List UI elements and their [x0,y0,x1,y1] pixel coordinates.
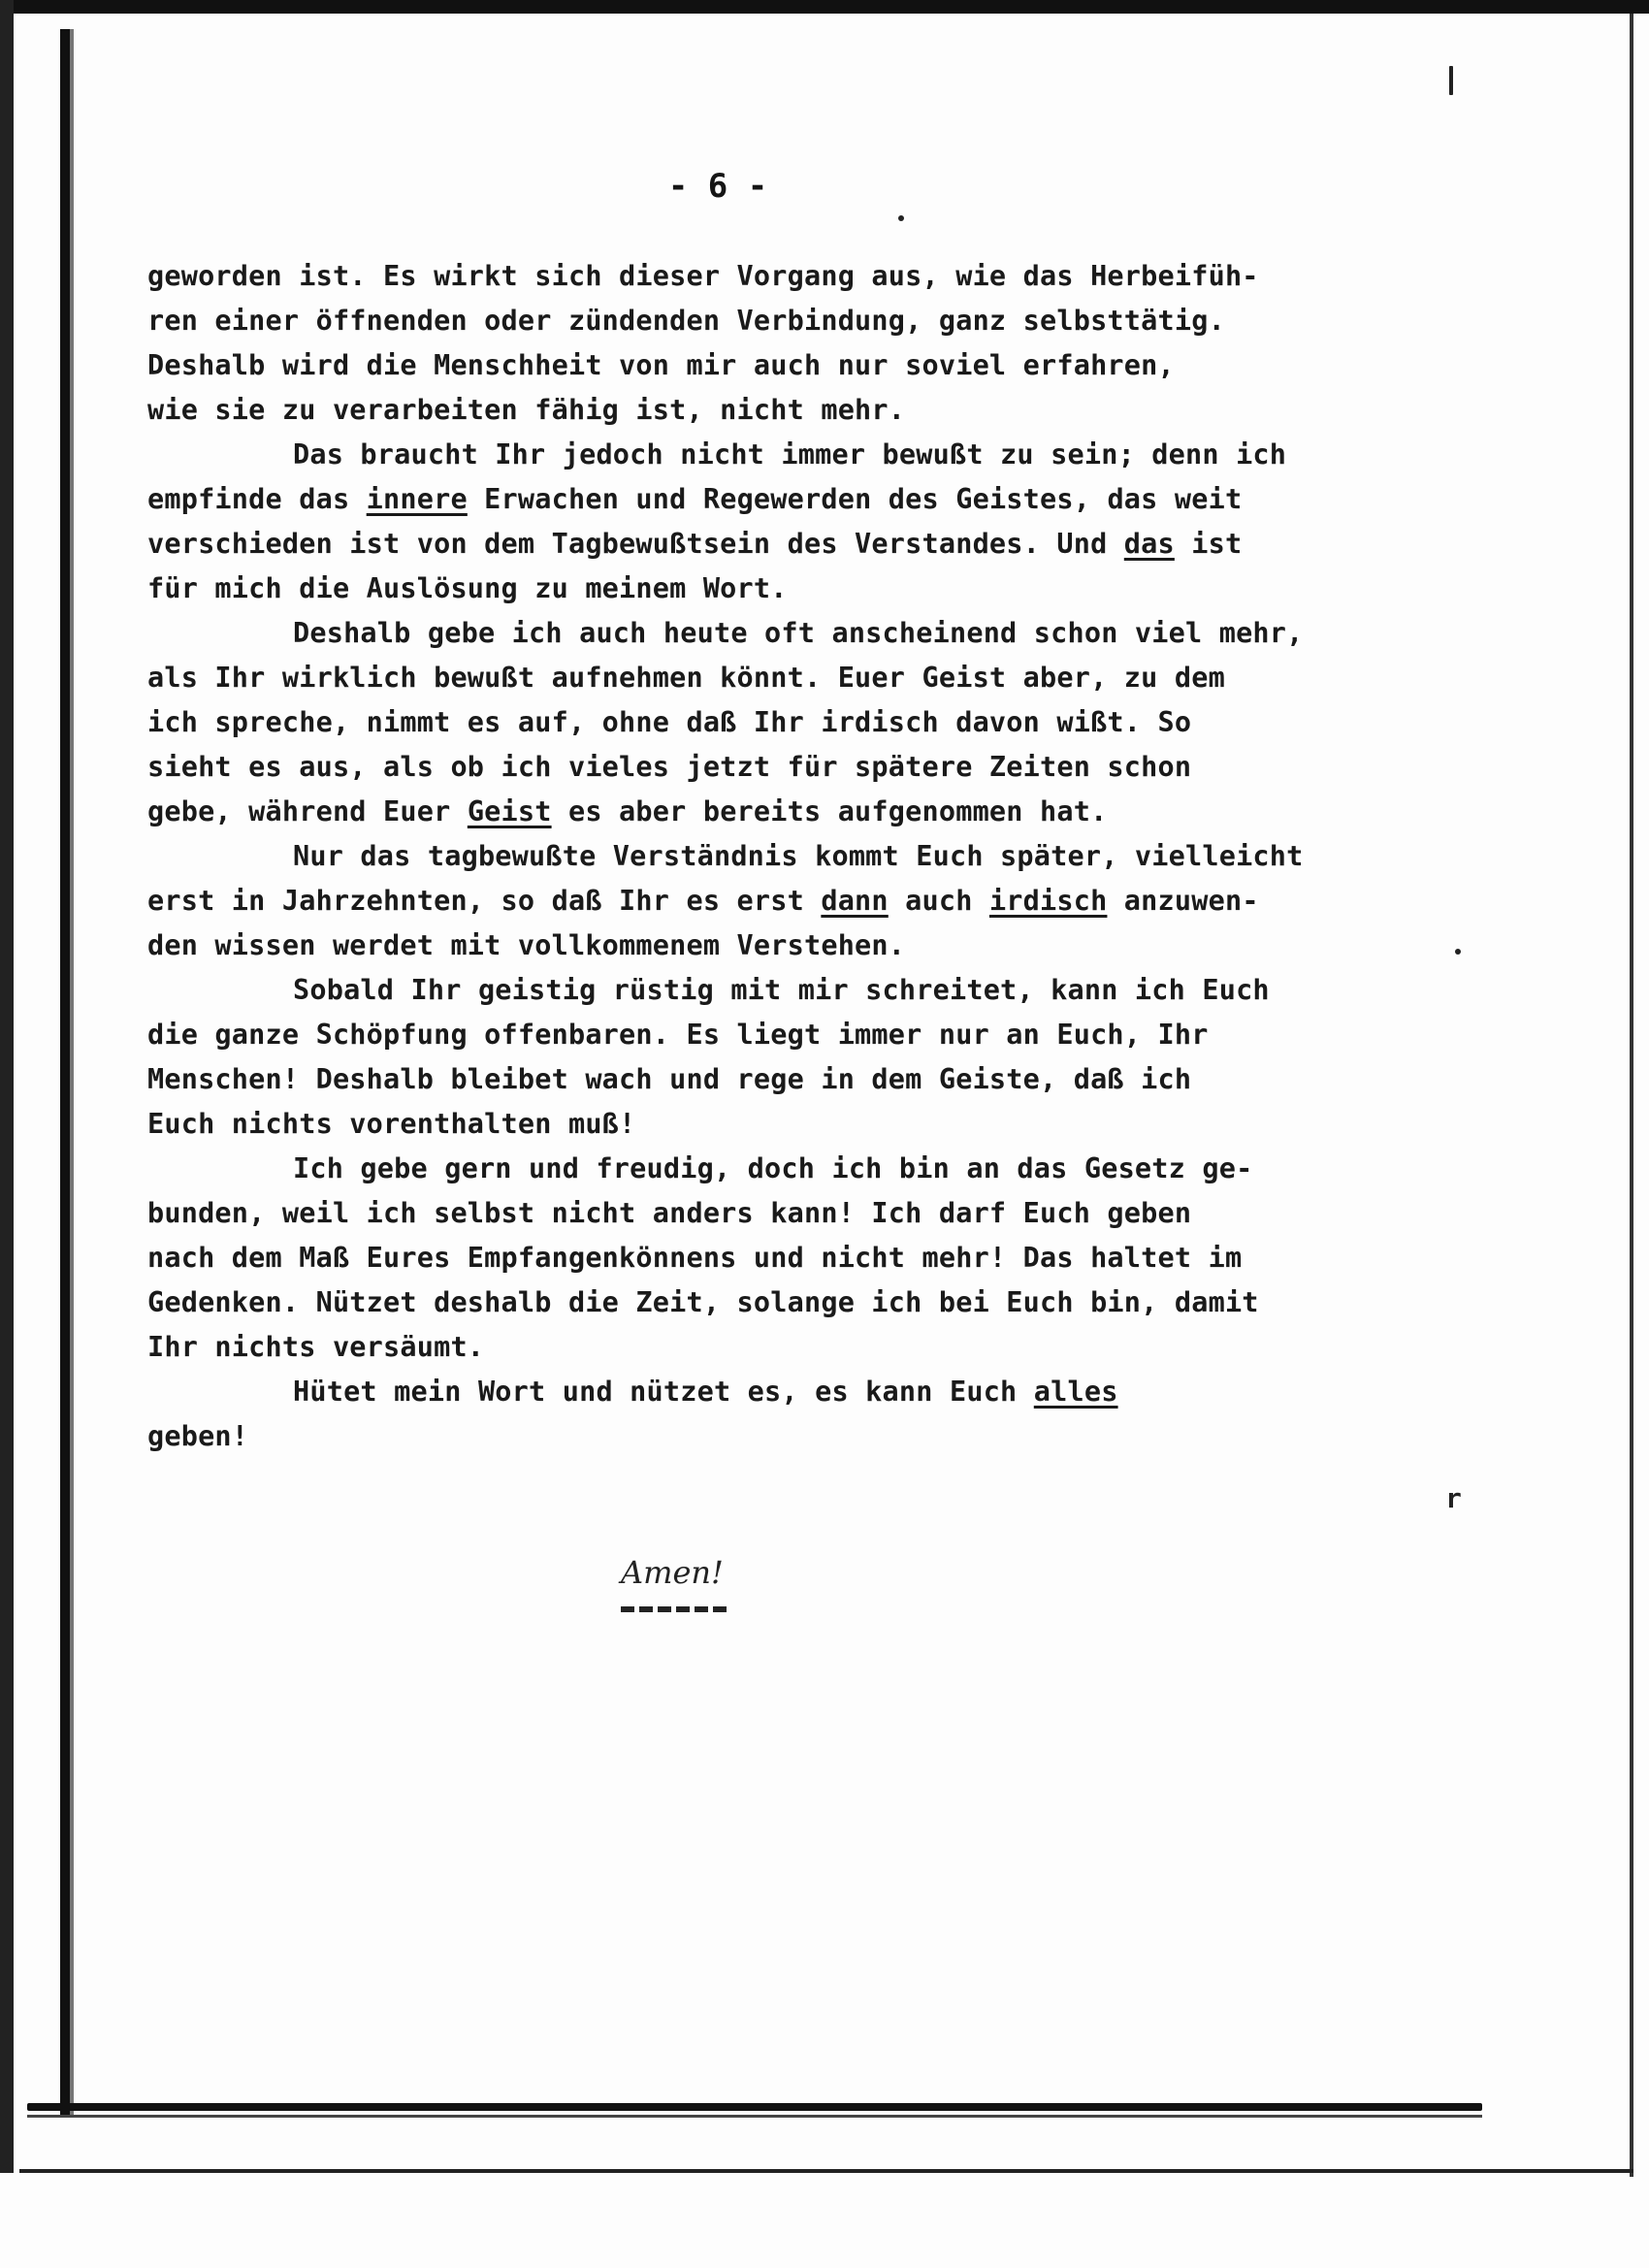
binding-shadow [60,29,78,2115]
paragraph-3-line-1: Deshalb gebe ich auch heute oft anscheinend schon viel mehr, [293,617,1304,649]
paragraph-5-line-4: Euch nichts vorenthalten muß! [147,1108,636,1140]
frame-top-edge [0,0,1649,14]
underlined-word: alles [1033,1376,1118,1408]
paragraph-4-line-2 [147,879,1467,923]
text-run: Hütet mein Wort und nützet es, es kann Euch [293,1376,1034,1408]
frame-left-edge [0,0,14,2173]
paragraph-6-line-5: Ihr nichts versäumt. [147,1331,485,1363]
paragraph-6-line-2: bunden, weil ich selbst nicht anders kann! Ich darf Euch geben [147,1197,1192,1229]
text-run: empfinde das [147,483,367,515]
paragraph-7-line-2: geben! [147,1420,249,1452]
paragraph-3-line-2: als Ihr wirklich bewußt aufnehmen könnt. Euer Geist aber, zu dem [147,662,1225,694]
text-run: es aber bereits aufgenommen hat. [551,795,1108,827]
paragraph-3-line-3: ich spreche, nimmt es auf, ohne daß Ihr irdisch davon wißt. So [147,706,1192,738]
underlined-word: das [1123,528,1175,560]
page-number: - 6 - [667,167,768,206]
text-run: verschieden ist von dem Tagbewußtsein des Verstandes. Und [147,528,1124,560]
underlined-word: irdisch [988,885,1108,917]
text-line: Deshalb wird die Menschheit von mir auch nur soviel erfahren, [147,349,1175,381]
ink-speck [898,215,904,221]
text-line: ren einer öffnenden oder zündenden Verbindung, ganz selbsttätig. [147,305,1225,337]
ink-speck [1449,66,1453,95]
paragraph-4-line-3: den wissen werdet mit vollkommenem Verstehen. [147,929,906,961]
bottom-rule-thin [27,2115,1482,2118]
text-run: ist [1174,528,1243,560]
paragraph-2-line-1: Das braucht Ihr jedoch nicht immer bewußt zu sein; denn ich [293,438,1287,470]
text-run: auch [888,885,989,917]
text-line: wie sie zu verarbeiten fähig ist, nicht mehr. [147,394,906,426]
paragraph-6-line-4: Gedenken. Nützet deshalb die Zeit, solange ich bei Euch bin, damit [147,1286,1259,1318]
document-body [147,254,1467,1459]
frame-bottom-edge [19,2169,1633,2173]
signature-underline [621,1606,731,1612]
bottom-rule [27,2103,1482,2111]
paragraph-6-line-3: nach dem Maß Eures Empfangenkönnens und nicht mehr! Das haltet im [147,1242,1243,1274]
text-run: anzuwen- [1107,885,1259,917]
paragraph-5-line-2: die ganze Schöpfung offenbaren. Es liegt immer nur an Euch, Ihr [147,1019,1209,1051]
margin-mark: r [1445,1482,1462,1514]
paragraph-2-line-4: für mich die Auslösung zu meinem Wort. [147,572,788,604]
paragraph-3-line-4: sieht es aus, als ob ich vieles jetzt für spätere Zeiten schon [147,751,1192,783]
paragraph-6-line-1: Ich gebe gern und freudig, doch ich bin an das Gesetz ge- [293,1152,1253,1184]
paragraph-2-line-2 [147,477,1467,522]
text-run: Erwachen und Regewerden des Geistes, das weit [467,483,1243,515]
text-run: gebe, während Euer [147,795,468,827]
underlined-word: dann [821,885,889,917]
paragraph-5-line-1: Sobald Ihr geistig rüstig mit mir schreitet, kann ich Euch [293,974,1270,1006]
paragraph-4-line-1: Nur das tagbewußte Verständnis kommt Euch später, vielleicht [293,840,1304,872]
closing-signature: Amen! [621,1554,724,1591]
text-run: erst in Jahrzehnten, so daß Ihr es erst [147,885,822,917]
paragraph-2-line-3 [147,522,1467,567]
paragraph-3-line-5 [147,790,1467,834]
underlined-word: innere [366,483,468,515]
text-line: geworden ist. Es wirkt sich dieser Vorgang aus, wie das Herbeifüh- [147,260,1259,292]
frame-right-edge [1630,14,1633,2177]
paragraph-7-line-1 [147,1370,1467,1414]
paragraph-5-line-3: Menschen! Deshalb bleibet wach und rege in dem Geiste, daß ich [147,1063,1192,1095]
underlined-word: Geist [467,795,552,827]
